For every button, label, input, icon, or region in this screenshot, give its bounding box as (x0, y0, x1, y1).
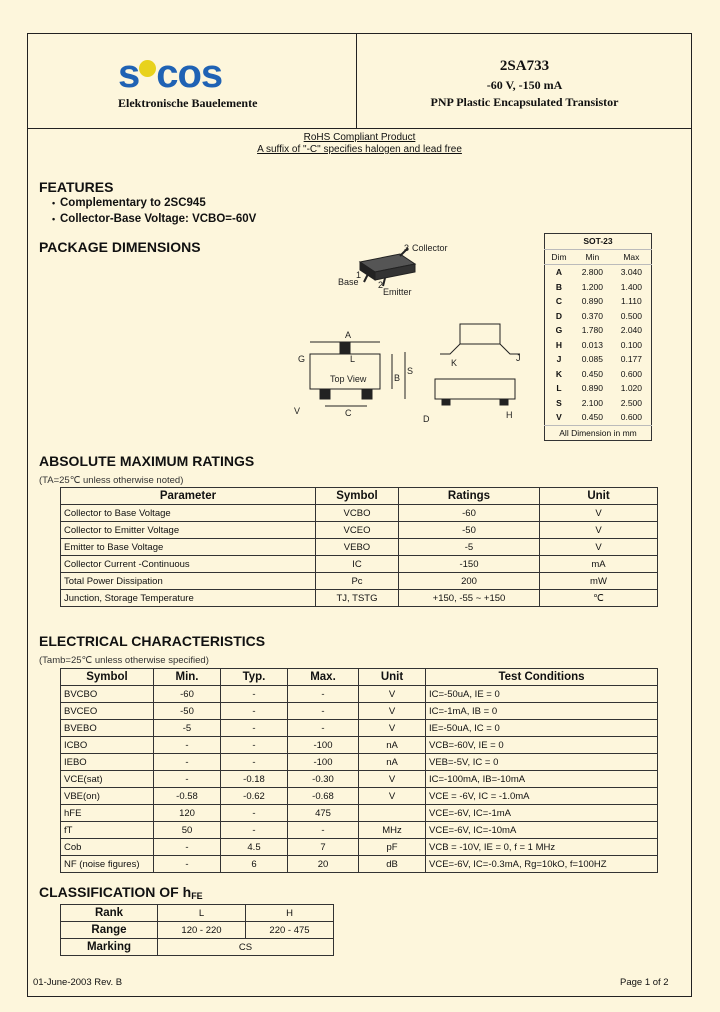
abs-cell: mA (540, 556, 658, 573)
abs-cell: IC (316, 556, 399, 573)
elec-cell: - (221, 822, 288, 839)
abs-cell: VCEO (316, 522, 399, 539)
package-drawing (290, 234, 540, 434)
sot23-cell: S (556, 397, 562, 408)
dim-d-label: D (423, 414, 430, 424)
elec-header-max: Max. (288, 669, 359, 686)
header-divider (27, 128, 692, 129)
elec-cell: - (221, 737, 288, 754)
part-ratings: -60 V, -150 mA (486, 78, 563, 92)
footer-page: Page 1 of 2 (620, 977, 669, 988)
pin-base-label: Base (338, 277, 359, 287)
classification-title-text: CLASSIFICATION OF h (39, 884, 192, 900)
elec-cell: ICBO (61, 737, 154, 754)
sot23-cell: A (545, 265, 573, 280)
abs-header-parameter: Parameter (61, 488, 316, 505)
package-title: PACKAGE DIMENSIONS (39, 239, 201, 255)
cls-rank-h: H (246, 905, 334, 922)
abs-cell: -150 (399, 556, 540, 573)
elec-cell: - (288, 822, 359, 839)
abs-cell: -60 (399, 505, 540, 522)
dim-c-label: C (345, 408, 352, 418)
elec-cell: NF (noise figures) (61, 856, 154, 873)
side-view-body (460, 324, 500, 344)
elec-cell: 50 (154, 822, 221, 839)
abs-cell: ℃ (540, 590, 658, 607)
sot23-cell: K (555, 368, 563, 379)
cls-rank-label: Rank (61, 905, 158, 922)
sot23-row (545, 294, 652, 309)
elec-cell: VCE=-6V, IC=-1mA (426, 805, 658, 822)
sot23-header-dim: Dim (545, 249, 573, 265)
sot23-cell: 0.500 (620, 310, 643, 321)
company-subtitle: Elektronische Bauelemente (118, 96, 258, 110)
elec-header-conditions: Test Conditions (426, 669, 658, 686)
elec-row (61, 839, 658, 856)
sot23-cell: D (555, 310, 563, 321)
sot23-header-max: Max (612, 249, 652, 265)
sot23-cell: H (555, 339, 563, 350)
abs-row (61, 556, 658, 573)
pin-emitter-label: Emitter (383, 287, 412, 297)
feature-item-2: • Collector-Base Voltage: VCBO=-60V (60, 213, 256, 225)
sot23-cell: 2.100 (581, 397, 603, 408)
sot23-cell: 2.800 (573, 265, 612, 280)
dim-b-label: B (394, 373, 401, 383)
logo-dot-icon (139, 60, 156, 77)
elec-cell: 7 (288, 839, 359, 856)
abs-row (61, 590, 658, 607)
elec-table (60, 668, 658, 873)
abs-cell: V (540, 522, 658, 539)
dim-a-label: A (345, 330, 352, 340)
abs-max-note: (TA=25℃ unless otherwise noted) (39, 475, 184, 486)
elec-cell: - (154, 754, 221, 771)
abs-max-table (60, 487, 658, 607)
abs-cell: mW (540, 573, 658, 590)
elec-cell: -50 (154, 703, 221, 720)
elec-cell (359, 805, 426, 822)
elec-row (61, 686, 658, 703)
elec-cell: IC=-100mA, IB=-10mA (426, 771, 658, 788)
elec-cell: -0.30 (288, 771, 359, 788)
elec-header-min: Min. (154, 669, 221, 686)
elec-cell: - (288, 686, 359, 703)
elec-cell: nA (359, 754, 426, 771)
elec-cell: -0.68 (288, 788, 359, 805)
abs-cell: Emitter to Base Voltage (61, 539, 316, 556)
company-logo: s cos (118, 52, 223, 96)
elec-cell: VCE(sat) (61, 771, 154, 788)
abs-row (61, 573, 658, 590)
sot23-row (545, 265, 652, 280)
elec-cell: VCE=-6V, IC=-10mA (426, 822, 658, 839)
sot23-cell: B (555, 281, 563, 292)
elec-row (61, 788, 658, 805)
elec-cell: - (221, 805, 288, 822)
sot23-cell: 0.890 (581, 383, 603, 394)
sot23-cell: 0.085 (581, 354, 603, 365)
sot23-cell: 0.890 (581, 296, 603, 307)
elec-row (61, 805, 658, 822)
base-lead (364, 274, 368, 282)
cls-marking-label: Marking (61, 939, 158, 956)
pin-collector-label: Collector (412, 243, 448, 253)
elec-cell: V (359, 720, 426, 737)
elec-title: ELECTRICAL CHARACTERISTICS (39, 633, 266, 649)
abs-cell: 200 (399, 573, 540, 590)
elec-cell: nA (359, 737, 426, 754)
elec-cell: BVEBO (61, 720, 154, 737)
elec-cell: -5 (154, 720, 221, 737)
elec-row (61, 822, 658, 839)
cls-range-l: 120 - 220 (158, 922, 246, 939)
elec-header-symbol: Symbol (61, 669, 154, 686)
top-view-pin-base (320, 389, 330, 399)
sot23-row (545, 367, 652, 382)
elec-cell: VBE(on) (61, 788, 154, 805)
feature-item-1: • Complementary to 2SC945 (60, 197, 206, 209)
abs-cell: V (540, 539, 658, 556)
cls-rank-l: L (158, 905, 246, 922)
elec-cell: V (359, 686, 426, 703)
elec-note: (Tamb=25℃ unless otherwise specified) (39, 655, 209, 666)
abs-row (61, 539, 658, 556)
elec-cell: - (221, 720, 288, 737)
pin-2-number: 2 (378, 280, 384, 290)
elec-cell: VCE = -6V, IC = -1.0mA (426, 788, 658, 805)
elec-cell: IC=-50uA, IE = 0 (426, 686, 658, 703)
abs-row (61, 505, 658, 522)
emitter-lead (383, 278, 385, 286)
pin-1-number: 1 (356, 270, 362, 280)
elec-cell: VEB=-5V, IC = 0 (426, 754, 658, 771)
pin-3-number: 3 (404, 243, 410, 253)
elec-cell: -0.58 (154, 788, 221, 805)
elec-cell: BVCEO (61, 703, 154, 720)
sot23-cell: 0.100 (620, 339, 643, 350)
elec-cell: - (221, 703, 288, 720)
classification-title-sub: FE (191, 891, 203, 901)
end-view-pin-left (442, 399, 450, 405)
abs-cell: -50 (399, 522, 540, 539)
elec-cell: IE=-50uA, IC = 0 (426, 720, 658, 737)
sot23-cell: 1.020 (620, 383, 643, 394)
abs-cell: Junction, Storage Temperature (61, 590, 316, 607)
elec-cell: IEBO (61, 754, 154, 771)
classification-title (39, 884, 203, 901)
elec-row (61, 737, 658, 754)
abs-cell: +150, -55 ~ +150 (399, 590, 540, 607)
elec-cell: V (359, 788, 426, 805)
sot23-footer: All Dimension in mm (545, 425, 652, 441)
sot23-cell: 2.040 (620, 325, 643, 336)
sot23-row (545, 410, 652, 425)
elec-cell: dB (359, 856, 426, 873)
rohs-line-1: RoHS Compliant Product (303, 132, 416, 143)
elec-cell: -60 (154, 686, 221, 703)
cls-range-label: Range (61, 922, 158, 939)
elec-cell: 475 (288, 805, 359, 822)
sot23-dimension-table (544, 233, 652, 441)
sot23-cell: 0.600 (620, 412, 643, 423)
elec-cell: MHz (359, 822, 426, 839)
cls-marking-value: CS (158, 939, 334, 956)
abs-header-unit: Unit (540, 488, 658, 505)
elec-header-typ: Typ. (221, 669, 288, 686)
elec-cell: pF (359, 839, 426, 856)
abs-cell: TJ, TSTG (316, 590, 399, 607)
elec-cell: -100 (288, 737, 359, 754)
sot23-row (545, 309, 652, 324)
sot23-row (545, 381, 652, 396)
elec-cell: -100 (288, 754, 359, 771)
sot23-cell: 3.040 (612, 265, 652, 280)
sot23-cell: 0.177 (620, 354, 643, 365)
elec-header-unit: Unit (359, 669, 426, 686)
abs-cell: -5 (399, 539, 540, 556)
top-view-label: Top View (330, 374, 367, 384)
sot23-cell: 1.780 (581, 325, 603, 336)
elec-cell: - (221, 686, 288, 703)
sot23-row (545, 323, 652, 338)
part-number: 2SA733 (499, 58, 550, 74)
classification-table (60, 904, 334, 956)
sot23-cell: 2.500 (620, 397, 643, 408)
elec-cell: V (359, 703, 426, 720)
elec-cell: hFE (61, 805, 154, 822)
elec-cell: -0.62 (221, 788, 288, 805)
abs-cell: Collector to Emitter Voltage (61, 522, 316, 539)
sot23-row (545, 280, 652, 295)
sot23-cell: 0.450 (581, 368, 603, 379)
abs-cell: VEBO (316, 539, 399, 556)
elec-cell: fT (61, 822, 154, 839)
sot23-cell: L (556, 383, 562, 394)
sot23-title: SOT-23 (583, 236, 613, 247)
elec-cell: VCE=-6V, IC=-0.3mA, Rg=10kO, f=100HZ (426, 856, 658, 873)
footer-date: 01-June-2003 Rev. B (33, 977, 123, 988)
side-view-leads (440, 344, 520, 354)
end-view-pin-right (500, 399, 508, 405)
dim-k-label: K (451, 358, 458, 368)
elec-cell: IC=-1mA, IB = 0 (426, 703, 658, 720)
sot23-cell: 0.450 (581, 412, 603, 423)
abs-cell: VCBO (316, 505, 399, 522)
dim-l-label: L (350, 354, 356, 364)
part-description: PNP Plastic Encapsulated Transistor (430, 95, 619, 109)
elec-cell: - (154, 856, 221, 873)
elec-cell: Cob (61, 839, 154, 856)
elec-row (61, 720, 658, 737)
elec-cell: VCB=-60V, IE = 0 (426, 737, 658, 754)
sot23-cell: G (555, 325, 563, 336)
abs-cell: V (540, 505, 658, 522)
elec-cell: - (288, 703, 359, 720)
elec-cell: BVCBO (61, 686, 154, 703)
dim-s-label: S (407, 366, 414, 376)
abs-cell: Pc (316, 573, 399, 590)
sot23-header-min: Min (573, 249, 612, 265)
elec-cell: - (154, 737, 221, 754)
elec-cell: 4.5 (221, 839, 288, 856)
sot23-cell: 1.400 (620, 281, 643, 292)
abs-header-symbol: Symbol (316, 488, 399, 505)
elec-cell: - (288, 720, 359, 737)
features-title: FEATURES (39, 179, 114, 195)
sot23-cell: 0.013 (581, 339, 603, 350)
elec-cell: V (359, 771, 426, 788)
rohs-line-2: A suffix of "-C" specifies halogen and lead free (257, 144, 462, 155)
elec-row (61, 771, 658, 788)
elec-cell: 20 (288, 856, 359, 873)
dim-g-label: G (298, 354, 306, 364)
elec-row (61, 856, 658, 873)
abs-cell: Collector to Base Voltage (61, 505, 316, 522)
sot23-cell: 0.370 (581, 310, 603, 321)
top-view-pin-collector (340, 342, 350, 354)
elec-cell: - (154, 771, 221, 788)
dim-h-label: H (506, 410, 513, 420)
sot23-cell: V (556, 412, 562, 423)
abs-header-ratings: Ratings (399, 488, 540, 505)
sot23-cell: C (555, 296, 563, 307)
sot23-cell: 1.200 (581, 281, 603, 292)
abs-cell: Total Power Dissipation (61, 573, 316, 590)
top-view-pin-emitter (362, 389, 372, 399)
elec-cell: 6 (221, 856, 288, 873)
abs-cell: Collector Current -Continuous (61, 556, 316, 573)
end-view-body (435, 379, 515, 399)
sot23-cell: J (556, 354, 562, 365)
sot23-cell: 0.600 (620, 368, 643, 379)
sot23-cell: 1.110 (621, 296, 642, 307)
elec-cell: VCB = -10V, IE = 0, f = 1 MHz (426, 839, 658, 856)
sot23-row (545, 338, 652, 353)
elec-row (61, 754, 658, 771)
abs-max-title: ABSOLUTE MAXIMUM RATINGS (39, 453, 255, 469)
elec-cell: 120 (154, 805, 221, 822)
elec-cell: - (154, 839, 221, 856)
abs-row (61, 522, 658, 539)
elec-cell: -0.18 (221, 771, 288, 788)
dim-v-label: V (294, 406, 301, 416)
elec-cell: - (221, 754, 288, 771)
elec-row (61, 703, 658, 720)
dim-j-label: J (516, 353, 521, 363)
cls-range-h: 220 - 475 (246, 922, 334, 939)
sot23-row (545, 396, 652, 411)
sot23-row (545, 352, 652, 367)
